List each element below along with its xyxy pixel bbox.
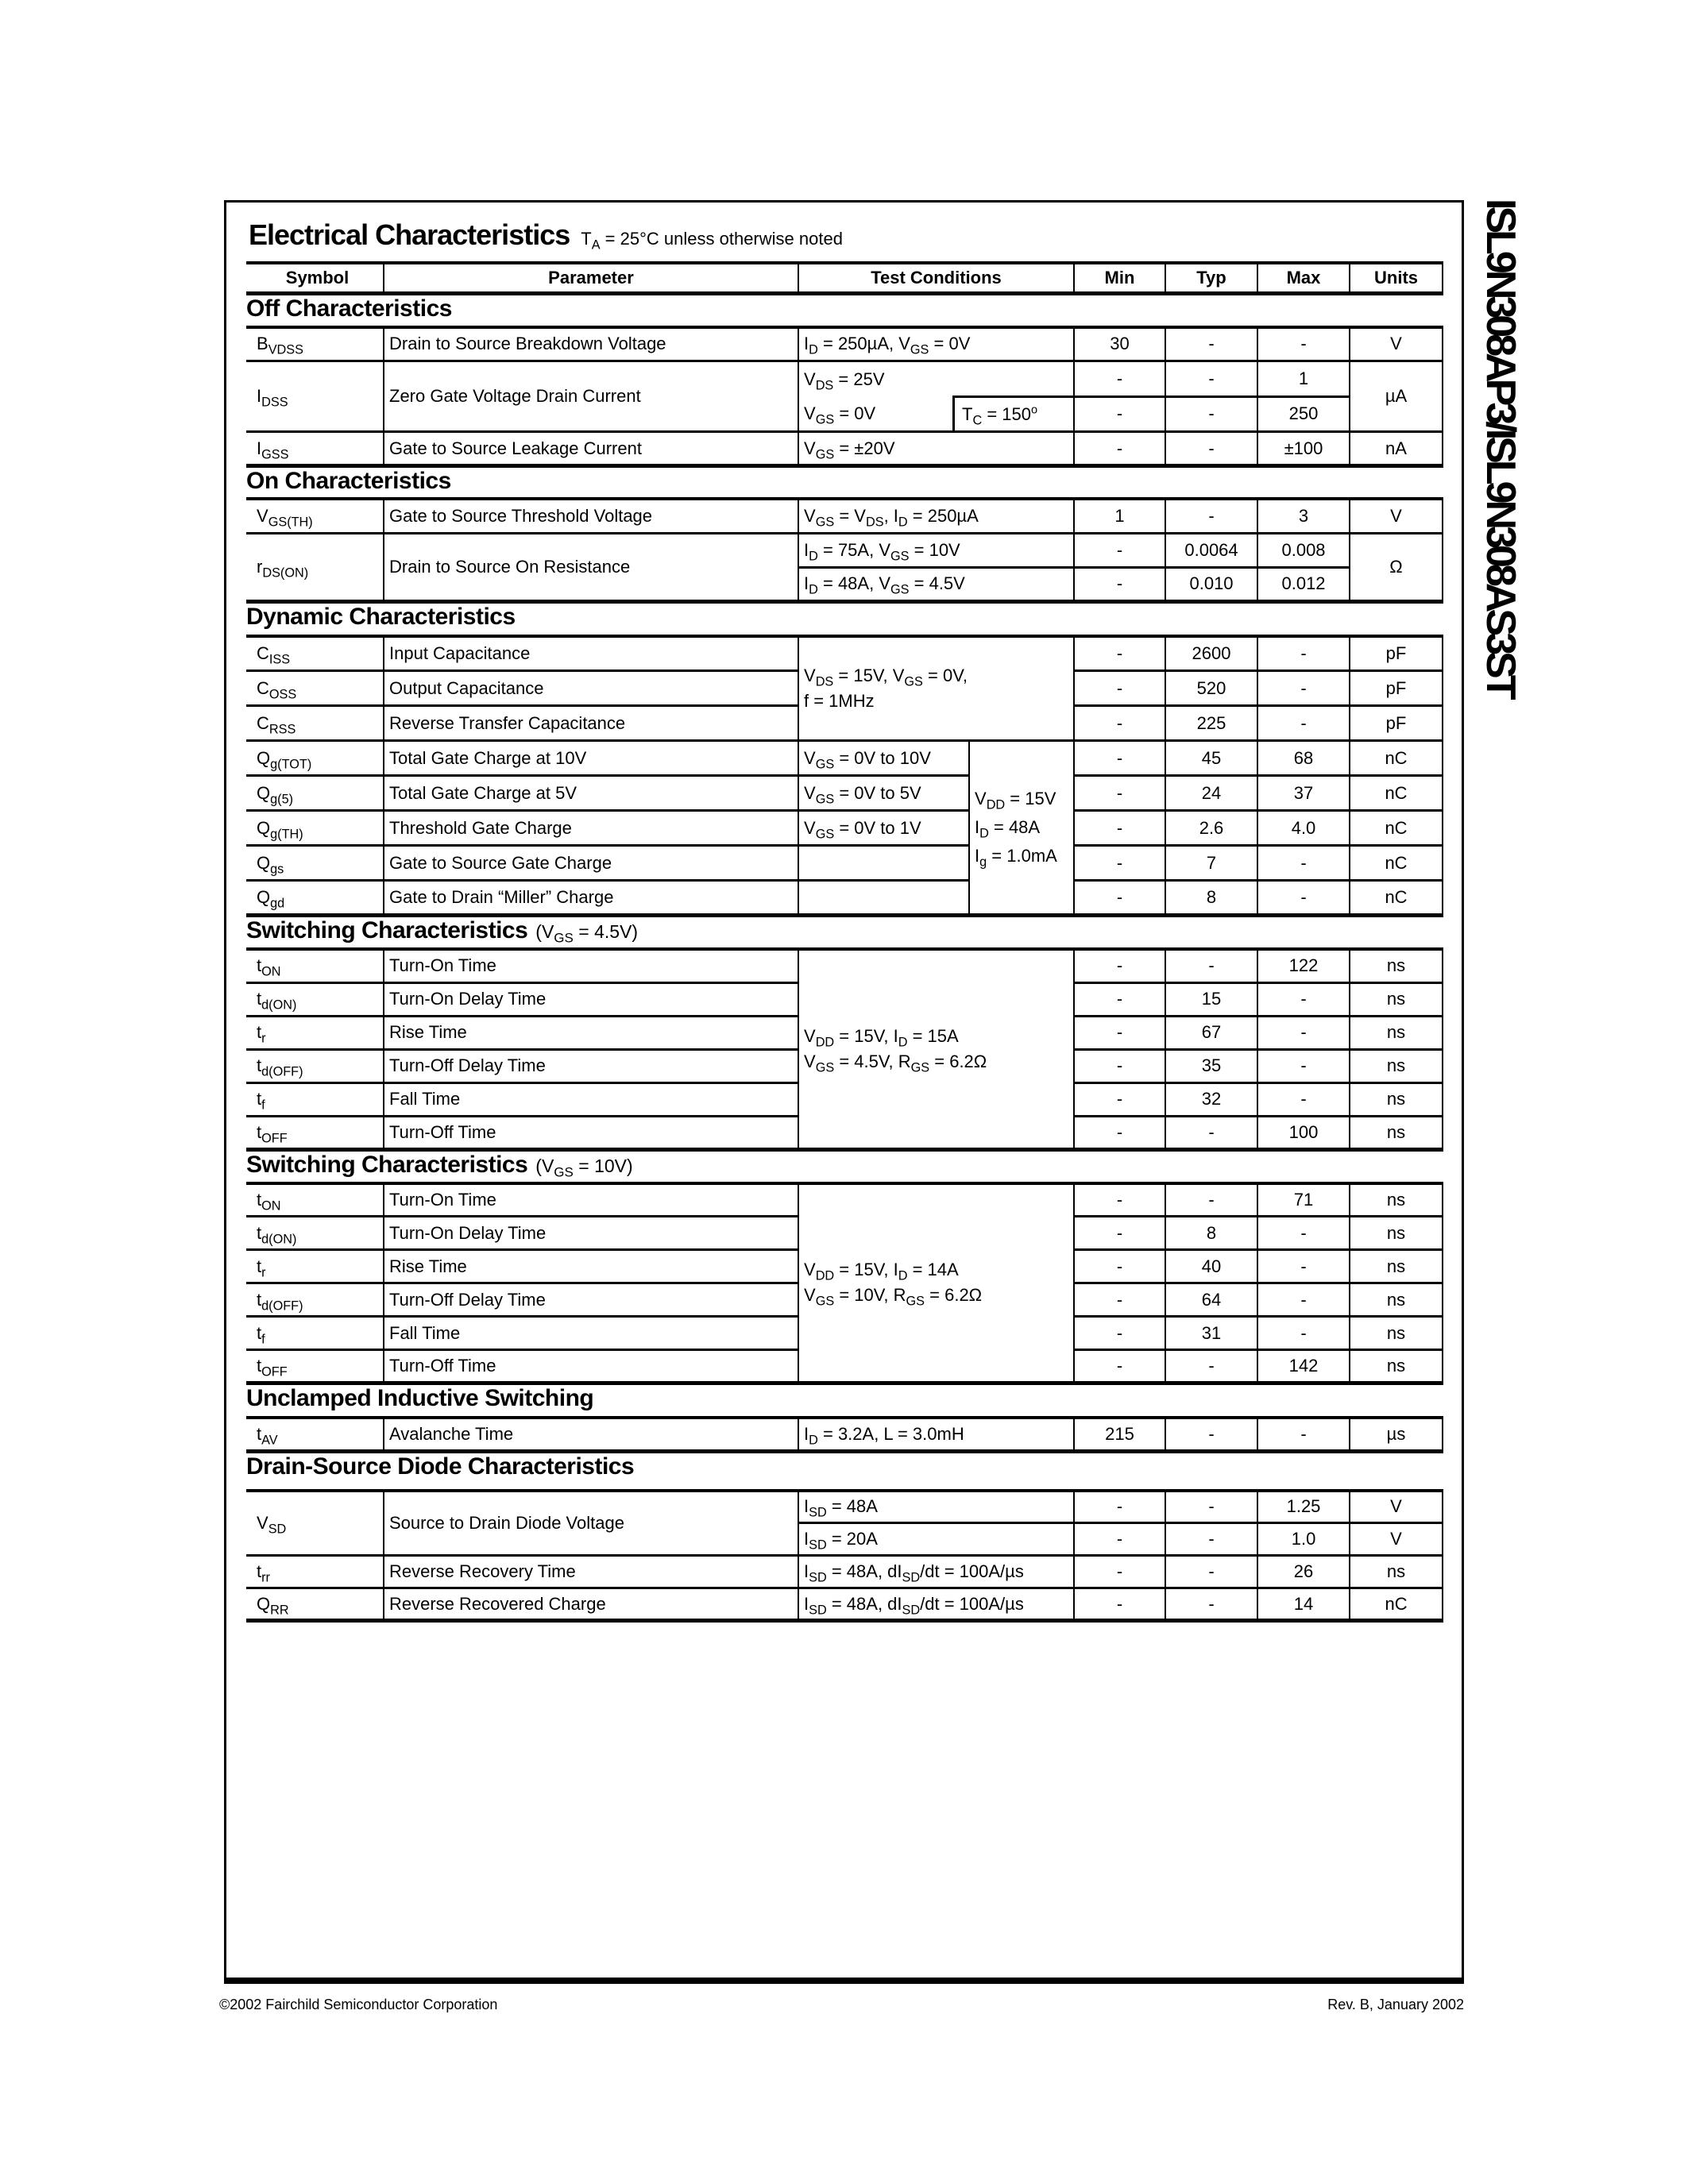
units-cell: V (1350, 1523, 1443, 1556)
param-cell: Gate to Source Gate Charge (384, 846, 798, 881)
cond-line: $V_{DS} = 15V$, $V_{GS} = 0V$, (804, 665, 968, 689)
sym-cell: $C_{OSS}$ (246, 671, 384, 706)
min-cell: - (1074, 396, 1165, 432)
table-row (246, 361, 1443, 397)
param-cell: Turn-Off Delay Time (384, 1049, 798, 1082)
param-cell: Reverse Recovery Time (384, 1556, 798, 1588)
sym-cell: $t_{d(ON)}$ (246, 1217, 384, 1250)
units-cell: nC (1350, 881, 1443, 916)
param-cell: Fall Time (384, 1317, 798, 1350)
param-cell: Turn-Off Time (384, 1350, 798, 1383)
header-parameter: Parameter (384, 263, 798, 293)
cond-cell: $I_D = 3.2A$, L = 3.0mH (798, 1418, 1074, 1451)
max-cell: - (1257, 982, 1350, 1016)
typ-cell: - (1165, 1116, 1257, 1149)
min-cell: - (1074, 1016, 1165, 1049)
max-cell: 26 (1257, 1556, 1350, 1588)
cond-cell: $V_{GS} = 0V$ to 10V (798, 741, 969, 776)
typ-cell: - (1165, 1418, 1257, 1451)
cond-cell (798, 949, 1074, 1149)
param-cell: Drain to Source On Resistance (384, 533, 798, 601)
typ-cell: 0.0064 (1165, 533, 1257, 567)
typ-cell: 45 (1165, 741, 1257, 776)
typ-cell: - (1165, 499, 1257, 533)
max-cell: 142 (1257, 1350, 1350, 1383)
column-header-table (246, 261, 1443, 295)
sym-cell: $t_{AV}$ (246, 1418, 384, 1451)
sym-cell: $t_{ON}$ (246, 1183, 384, 1217)
units-cell: pF (1350, 671, 1443, 706)
units-cell: ns (1350, 949, 1443, 982)
max-cell: - (1257, 1317, 1350, 1350)
units-cell: Ω (1350, 533, 1443, 601)
max-cell: 122 (1257, 949, 1350, 982)
typ-cell: - (1165, 396, 1257, 432)
typ-cell: - (1165, 949, 1257, 982)
typ-cell: 2600 (1165, 636, 1257, 671)
page-title-row (249, 218, 1462, 252)
typ-cell: - (1165, 1523, 1257, 1556)
param-cell: Total Gate Charge at 10V (384, 741, 798, 776)
max-cell: - (1257, 706, 1350, 741)
max-cell: 4.0 (1257, 811, 1350, 846)
cond-line: $V_{DD} = 15V$ (975, 789, 1056, 812)
table-row (246, 1588, 1443, 1621)
unclamped-inductive-table (246, 1416, 1443, 1453)
table-row (246, 327, 1443, 361)
min-cell: 30 (1074, 327, 1165, 361)
sym-cell: $t_r$ (246, 1250, 384, 1283)
units-cell: V (1350, 499, 1443, 533)
min-cell: - (1074, 1556, 1165, 1588)
sym-cell: $C_{ISS}$ (246, 636, 384, 671)
cond-cell: $I_{SD} = 48A$, $dI_{SD}/dt = 100A/\mu s$ (798, 1588, 1074, 1621)
cond-cell (798, 1183, 1074, 1383)
units-cell: nC (1350, 741, 1443, 776)
units-cell: ns (1350, 1250, 1443, 1283)
min-cell: - (1074, 846, 1165, 881)
units-cell: nC (1350, 846, 1443, 881)
units-cell: pF (1350, 636, 1443, 671)
max-cell: 1.25 (1257, 1491, 1350, 1523)
units-cell: V (1350, 1491, 1443, 1523)
table-row (246, 1491, 1443, 1523)
cond-line: $V_{GS} = 0V$ (804, 403, 876, 427)
max-cell: - (1257, 881, 1350, 916)
cond-line: $I_g = 1.0mA$ (975, 846, 1057, 870)
cond-inset-box: $T_C = 150^o$ (952, 396, 1073, 430)
typ-cell: - (1165, 327, 1257, 361)
param-cell: Output Capacitance (384, 671, 798, 706)
param-cell: Input Capacitance (384, 636, 798, 671)
cond-line: $V_{DD} = 15V$, $I_D = 14A$ (804, 1260, 959, 1283)
typ-cell: 64 (1165, 1283, 1257, 1317)
max-cell: 100 (1257, 1116, 1350, 1149)
footer-copyright: ©2002 Fairchild Semiconductor Corporation (219, 1997, 498, 2012)
sym-cell: $t_r$ (246, 1016, 384, 1049)
table-row (246, 499, 1443, 533)
header-typ: Typ (1165, 263, 1257, 293)
typ-cell: 15 (1165, 982, 1257, 1016)
header-min: Min (1074, 263, 1165, 293)
param-cell: Total Gate Charge at 5V (384, 776, 798, 811)
units-cell: nC (1350, 811, 1443, 846)
units-cell: pF (1350, 706, 1443, 741)
sym-cell: $Q_{gd}$ (246, 881, 384, 916)
sym-cell: $B_{VDSS}$ (246, 327, 384, 361)
max-cell: - (1257, 1283, 1350, 1317)
units-cell: ns (1350, 1049, 1443, 1082)
max-cell: 0.008 (1257, 533, 1350, 567)
min-cell: - (1074, 636, 1165, 671)
param-cell: Drain to Source Breakdown Voltage (384, 327, 798, 361)
min-cell: - (1074, 811, 1165, 846)
sym-cell: $t_{OFF}$ (246, 1350, 384, 1383)
typ-cell: 24 (1165, 776, 1257, 811)
param-cell: Rise Time (384, 1016, 798, 1049)
typ-cell: 31 (1165, 1317, 1257, 1350)
min-cell: - (1074, 1350, 1165, 1383)
min-cell: - (1074, 1116, 1165, 1149)
typ-cell: - (1165, 432, 1257, 466)
header-units: Units (1350, 263, 1443, 293)
max-cell: - (1257, 1049, 1350, 1082)
off-characteristics-table (246, 326, 1443, 469)
section-heading-on: On Characteristics (246, 468, 451, 494)
section-heading-diode: Drain-Source Diode Characteristics (246, 1453, 635, 1480)
param-cell: Source to Drain Diode Voltage (384, 1491, 798, 1556)
sym-cell: $Q_{g(TOT)}$ (246, 741, 384, 776)
min-cell: - (1074, 1217, 1165, 1250)
cond-cell: $I_{SD} = 48A$ (798, 1491, 1074, 1523)
max-cell: - (1257, 671, 1350, 706)
max-cell: 0.012 (1257, 567, 1350, 601)
param-cell: Fall Time (384, 1082, 798, 1116)
min-cell: - (1074, 776, 1165, 811)
max-cell: ±100 (1257, 432, 1350, 466)
cond-cell (798, 636, 1074, 741)
param-cell: Zero Gate Voltage Drain Current (384, 361, 798, 432)
page-title: Electrical Characteristics (249, 218, 570, 251)
units-cell: µs (1350, 1418, 1443, 1451)
table-row (246, 1556, 1443, 1588)
max-cell: 3 (1257, 499, 1350, 533)
sym-cell: $V_{GS(TH)}$ (246, 499, 384, 533)
max-cell: - (1257, 1217, 1350, 1250)
typ-cell: - (1165, 1183, 1257, 1217)
typ-cell: 32 (1165, 1082, 1257, 1116)
sym-cell: $t_{rr}$ (246, 1556, 384, 1588)
cond-cell: $V_{GS} = V_{DS}$, $I_D = 250\mu A$ (798, 499, 1074, 533)
footer-revision: Rev. B, January 2002 (1327, 1997, 1464, 2012)
cond-cell: $I_D = 250\mu A$, $V_{GS} = 0V$ (798, 327, 1074, 361)
sym-cell: $Q_{RR}$ (246, 1588, 384, 1621)
min-cell: - (1074, 1491, 1165, 1523)
min-cell: - (1074, 1049, 1165, 1082)
min-cell: - (1074, 432, 1165, 466)
min-cell: - (1074, 533, 1165, 567)
table-row (246, 533, 1443, 567)
table-row (246, 846, 1443, 881)
param-cell: Reverse Transfer Capacitance (384, 706, 798, 741)
typ-cell: - (1165, 1350, 1257, 1383)
sym-cell: $t_{ON}$ (246, 949, 384, 982)
header-test-conditions: Test Conditions (798, 263, 1074, 293)
units-cell: ns (1350, 1317, 1443, 1350)
cond-cell: $V_{GS} = 0V$ to 1V (798, 811, 969, 846)
sym-cell: $I_{DSS}$ (246, 361, 384, 432)
units-cell: ns (1350, 1016, 1443, 1049)
table-row (246, 636, 1443, 671)
sym-cell: $Q_{g(5)}$ (246, 776, 384, 811)
cond-line: f = 1MHz (804, 690, 875, 711)
diode-characteristics-table (246, 1489, 1443, 1623)
param-cell: Turn-On Time (384, 949, 798, 982)
on-characteristics-table (246, 497, 1443, 604)
cond-line: $I_D = 48A$ (975, 817, 1041, 841)
typ-cell: 35 (1165, 1049, 1257, 1082)
param-cell: Turn-On Time (384, 1183, 798, 1217)
typ-cell: 8 (1165, 881, 1257, 916)
table-row (246, 1183, 1443, 1217)
min-cell: - (1074, 361, 1165, 397)
units-cell: nC (1350, 1588, 1443, 1621)
heading-note: $(V_{GS} = 4.5V)$ (535, 921, 639, 946)
min-cell: - (1074, 1283, 1165, 1317)
switching-10v-table (246, 1182, 1443, 1386)
typ-cell: - (1165, 1588, 1257, 1621)
sym-cell: $V_{SD}$ (246, 1491, 384, 1556)
typ-cell: 40 (1165, 1250, 1257, 1283)
sym-cell: $t_f$ (246, 1082, 384, 1116)
max-cell: - (1257, 1016, 1350, 1049)
table-row (246, 811, 1443, 846)
units-cell: ns (1350, 982, 1443, 1016)
table-row (246, 881, 1443, 916)
min-cell: - (1074, 567, 1165, 601)
section-heading-switching-4v5: Switching Characteristics $(V_{GS} = 4.5V)$ (246, 917, 639, 946)
max-cell: - (1257, 1250, 1350, 1283)
cond-line: $V_{DD} = 15V$, $I_D = 15A$ (804, 1025, 959, 1050)
cond-cell: $V_{GS} = 0V$ to 5V (798, 776, 969, 811)
min-cell: - (1074, 982, 1165, 1016)
content-box (224, 200, 1464, 1984)
cond-cell (798, 846, 969, 881)
min-cell: - (1074, 1250, 1165, 1283)
units-cell: V (1350, 327, 1443, 361)
units-cell: ns (1350, 1283, 1443, 1317)
sym-cell: $t_{d(ON)}$ (246, 982, 384, 1016)
min-cell: - (1074, 1588, 1165, 1621)
min-cell: - (1074, 949, 1165, 982)
section-heading-switching-10v: Switching Characteristics $(V_{GS} = 10V)$ (246, 1151, 633, 1180)
table-row (246, 263, 1443, 293)
table-row (246, 741, 1443, 776)
min-cell: - (1074, 671, 1165, 706)
cond-shared-cell (969, 741, 1074, 916)
max-cell: - (1257, 846, 1350, 881)
param-cell: Turn-Off Time (384, 1116, 798, 1149)
max-cell: - (1257, 1418, 1350, 1451)
units-cell: ns (1350, 1082, 1443, 1116)
min-cell: 1 (1074, 499, 1165, 533)
cond-line: $V_{GS} = 10V$, $R_{GS} = 6.2\Omega$ (804, 1285, 983, 1309)
min-cell: 215 (1074, 1418, 1165, 1451)
units-cell: ns (1350, 1183, 1443, 1217)
min-cell: - (1074, 1183, 1165, 1217)
typ-cell: - (1165, 1556, 1257, 1588)
typ-cell: 225 (1165, 706, 1257, 741)
param-cell: Rise Time (384, 1250, 798, 1283)
typ-cell: 8 (1165, 1217, 1257, 1250)
cond-cell: $V_{GS} = \pm 20V$ (798, 432, 1074, 466)
table-row (246, 432, 1443, 466)
typ-cell: - (1165, 361, 1257, 397)
switching-4v5-table (246, 947, 1443, 1152)
typ-cell: - (1165, 1491, 1257, 1523)
max-cell: 250 (1257, 396, 1350, 432)
typ-cell: 7 (1165, 846, 1257, 881)
cond-cell: $I_{SD} = 48A$, $dI_{SD}/dt = 100A/\mu s$ (798, 1556, 1074, 1588)
typ-cell: 520 (1165, 671, 1257, 706)
param-cell: Reverse Recovered Charge (384, 1588, 798, 1621)
part-number-side-title: ISL9N308AP3/ISL9N308AS3ST (1477, 199, 1524, 696)
sym-cell: $C_{RSS}$ (246, 706, 384, 741)
heading-note: $(V_{GS} = 10V)$ (535, 1155, 633, 1180)
units-cell: ns (1350, 1217, 1443, 1250)
sym-cell: $Q_{g(TH)}$ (246, 811, 384, 846)
page-title-note: $T_A = 25^\circ C$ unless otherwise noted (581, 229, 843, 253)
table-row (246, 1418, 1443, 1451)
sym-cell: $Q_{gs}$ (246, 846, 384, 881)
cond-cell (798, 361, 1074, 432)
min-cell: - (1074, 1523, 1165, 1556)
min-cell: - (1074, 706, 1165, 741)
max-cell: - (1257, 327, 1350, 361)
units-cell: ns (1350, 1556, 1443, 1588)
header-max: Max (1257, 263, 1350, 293)
param-cell: Turn-On Delay Time (384, 1217, 798, 1250)
min-cell: - (1074, 741, 1165, 776)
cond-cell: $I_D = 48A$, $V_{GS} = 4.5V$ (798, 567, 1074, 601)
param-cell: Turn-On Delay Time (384, 982, 798, 1016)
units-cell: ns (1350, 1350, 1443, 1383)
sym-cell: $t_{OFF}$ (246, 1116, 384, 1149)
max-cell: 71 (1257, 1183, 1350, 1217)
section-heading-dynamic: Dynamic Characteristics (246, 603, 516, 630)
sym-cell: $I_{GSS}$ (246, 432, 384, 466)
table-row (246, 776, 1443, 811)
max-cell: 1.0 (1257, 1523, 1350, 1556)
min-cell: - (1074, 881, 1165, 916)
section-heading-off: Off Characteristics (246, 295, 452, 322)
param-cell: Gate to Source Leakage Current (384, 432, 798, 466)
min-cell: - (1074, 1317, 1165, 1350)
max-cell: 1 (1257, 361, 1350, 397)
cond-line: $V_{GS} = 4.5V$, $R_{GS} = 6.2\Omega$ (804, 1051, 987, 1075)
units-cell: ns (1350, 1116, 1443, 1149)
param-cell: Threshold Gate Charge (384, 811, 798, 846)
units-cell: µA (1350, 361, 1443, 432)
cond-cell: $I_D = 75A$, $V_{GS} = 10V$ (798, 533, 1074, 567)
sym-cell: $t_{d(OFF)}$ (246, 1049, 384, 1082)
units-cell: nC (1350, 776, 1443, 811)
cond-cell: $I_{SD} = 20A$ (798, 1523, 1074, 1556)
typ-cell: 67 (1165, 1016, 1257, 1049)
max-cell: 37 (1257, 776, 1350, 811)
header-symbol: Symbol (285, 267, 350, 287)
sym-cell: $r_{DS(ON)}$ (246, 533, 384, 601)
max-cell: 68 (1257, 741, 1350, 776)
typ-cell: 2.6 (1165, 811, 1257, 846)
typ-cell: 0.010 (1165, 567, 1257, 601)
sym-cell: $t_f$ (246, 1317, 384, 1350)
dynamic-characteristics-table (246, 635, 1443, 918)
param-cell: Turn-Off Delay Time (384, 1283, 798, 1317)
param-cell: Gate to Drain “Miller” Charge (384, 881, 798, 916)
section-heading-unclamped: Unclamped Inductive Switching (246, 1385, 594, 1411)
max-cell: - (1257, 1082, 1350, 1116)
table-row (246, 949, 1443, 982)
max-cell: - (1257, 636, 1350, 671)
param-cell: Gate to Source Threshold Voltage (384, 499, 798, 533)
cond-line: $V_{DS} = 25V$ (804, 369, 885, 393)
param-cell: Avalanche Time (384, 1418, 798, 1451)
sym-cell: $t_{d(OFF)}$ (246, 1283, 384, 1317)
units-cell: nA (1350, 432, 1443, 466)
max-cell: 14 (1257, 1588, 1350, 1621)
cond-cell (798, 881, 969, 916)
min-cell: - (1074, 1082, 1165, 1116)
